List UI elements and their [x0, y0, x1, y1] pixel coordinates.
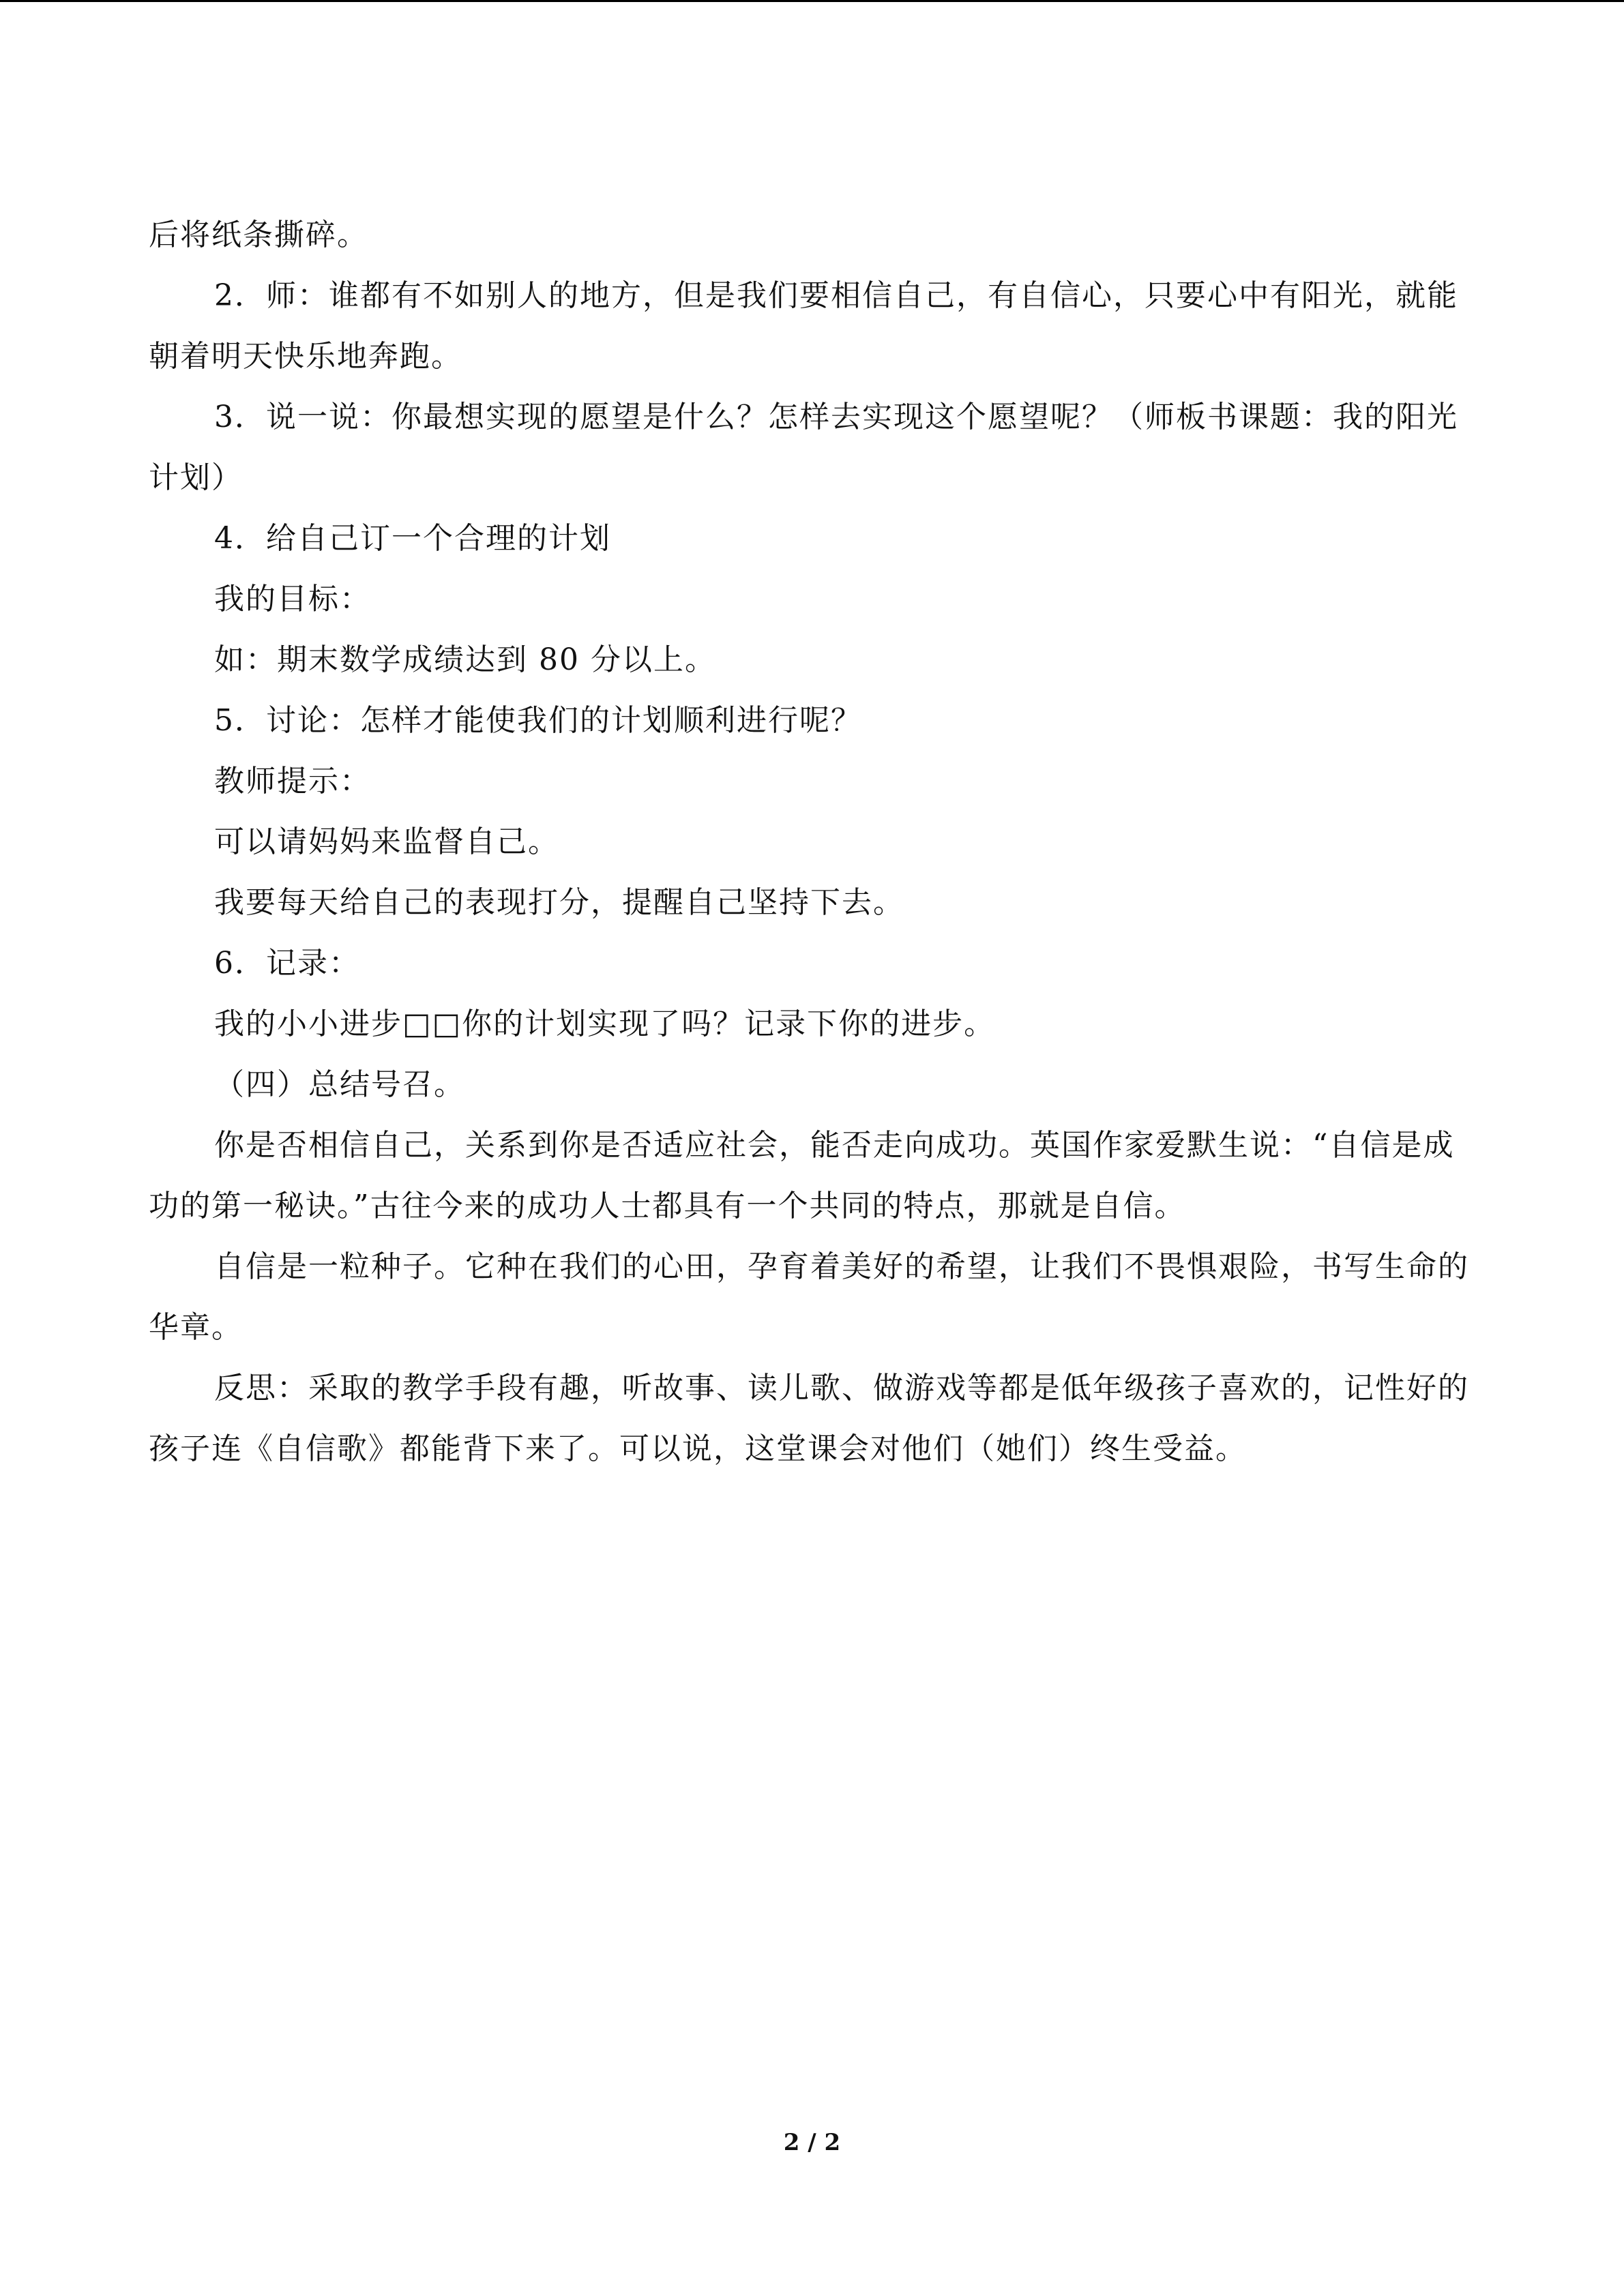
paragraph-6: 如：期末数学成绩达到 80 分以上。	[214, 642, 716, 677]
paragraph-7: 5．讨论：怎样才能使我们的计划顺利进行呢？	[214, 703, 862, 738]
paragraph-3: 3．说一说：你最想实现的愿望是什么？怎样去实现这个愿望呢？（师板书课题：我的阳光计划）	[149, 400, 1458, 495]
page-number: 2 / 2	[783, 2129, 841, 2156]
paragraph-16: 反思：采取的教学手段有趣，听故事、读儿歌、做游戏等都是低年级孩子喜欢的，记性好的孩子连《自信歌》都能背下来了。可以说，这堂课会对他们（她们）终生受益。	[149, 1371, 1469, 1466]
paragraph-14: 你是否相信自己，关系到你是否适应社会，能否走向成功。英国作家爱默生说：“自信是成功的第一秘诀。”古往今来的成功人士都具有一个共同的特点，那就是自信。	[149, 1128, 1455, 1223]
document-body	[149, 205, 1486, 1479]
paragraph-1: 后将纸条撕碎。	[149, 218, 368, 252]
page-top-border	[0, 0, 1624, 2]
paragraph-8: 教师提示：	[214, 764, 371, 799]
paragraph-4: 4．给自己订一个合理的计划	[214, 521, 611, 556]
paragraph-11: 6．记录：	[214, 946, 360, 981]
paragraph-13: （四）总结号召。	[214, 1067, 465, 1102]
paragraph-5: 我的目标：	[214, 582, 371, 616]
paragraph-15: 自信是一粒种子。它种在我们的心田，孕育着美好的希望，让我们不畏惧艰险，书写生命的华章。	[149, 1249, 1469, 1345]
paragraph-2: 2．师：谁都有不如别人的地方，但是我们要相信自己，有自信心，只要心中有阳光，就能朝着明天快乐地奔跑。	[149, 278, 1458, 374]
paragraph-10: 我要每天给自己的表现打分，提醒自己坚持下去。	[214, 885, 904, 920]
paragraph-12: 我的小小进步□□你的计划实现了吗？记录下你的进步。	[214, 1007, 996, 1041]
paragraph-9: 可以请妈妈来监督自己。	[214, 824, 559, 859]
